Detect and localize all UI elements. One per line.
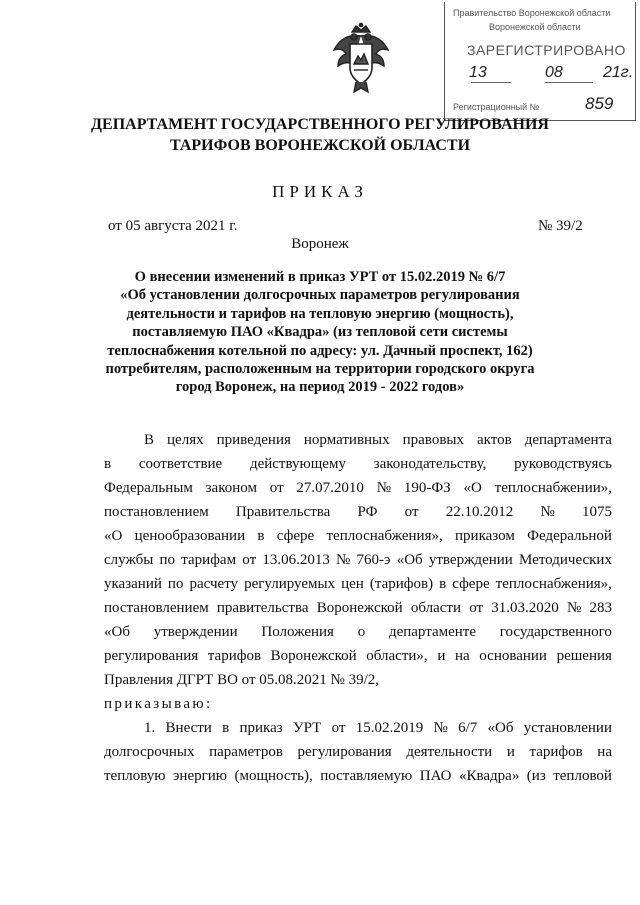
stamp-line-2: Воронежской области <box>489 22 581 32</box>
body-line <box>104 500 612 524</box>
word: Положения <box>261 624 334 640</box>
body-line <box>104 716 612 740</box>
body-line <box>104 548 612 572</box>
word: от <box>404 504 419 520</box>
word: действующему <box>249 456 346 472</box>
body-line <box>104 740 612 764</box>
word: Методических <box>519 552 612 568</box>
title-line: теплоснабжения котельной по адресу: ул. Дачный проспект, 162) <box>107 342 533 359</box>
word: по <box>159 552 176 568</box>
word: 22.10.2012 <box>445 504 514 520</box>
word: руководствуясь <box>514 456 612 472</box>
body-line-decree: приказываю: <box>104 696 213 712</box>
word: области», <box>366 648 428 664</box>
word: 1. <box>144 720 156 736</box>
word: № <box>540 504 555 520</box>
word: цен <box>341 576 364 592</box>
word: в <box>104 456 112 472</box>
word: тепловую <box>104 768 166 784</box>
word: 1075 <box>581 504 612 520</box>
word: расчету <box>189 576 239 592</box>
title-line: «Об установлении долгосрочных параметров регулирования <box>120 287 520 304</box>
body-line <box>104 764 612 788</box>
word: приказ <box>239 720 283 736</box>
word: теплоснабжения», <box>495 576 612 592</box>
word: № <box>336 552 351 568</box>
word: государственного <box>499 624 612 640</box>
word: правительства <box>216 600 309 616</box>
word: теплоснабжения», <box>326 528 443 544</box>
coat-of-arms-icon <box>330 22 392 98</box>
word: на <box>454 648 470 664</box>
word: тарифов <box>207 648 262 664</box>
word: долгосрочных <box>104 744 195 760</box>
word: «Об <box>104 624 130 640</box>
word: соответствие <box>138 456 223 472</box>
word: от <box>469 600 484 616</box>
word: 760-э <box>356 552 391 568</box>
word: о <box>357 624 366 640</box>
word: 6/7 <box>458 720 478 736</box>
word: установлении <box>523 720 612 736</box>
word: ценообразовании <box>134 528 246 544</box>
word: «Об <box>396 552 423 568</box>
word: деятельности <box>406 744 493 760</box>
word: (мощность), <box>234 768 313 784</box>
word: энергию <box>172 768 227 784</box>
body-line <box>104 620 612 644</box>
word: по <box>167 576 184 592</box>
body-line <box>104 452 612 476</box>
word: теплоснабжении», <box>494 480 612 496</box>
word: правовых <box>402 432 464 448</box>
word: регулирования <box>297 744 392 760</box>
stamp-registered: ЗАРЕГИСТРИРОВАНО <box>467 42 626 58</box>
word: Правительства <box>235 504 331 520</box>
department-name-line-2: ТАРИФОВ ВОРОНЕЖСКОЙ ОБЛАСТИ <box>169 137 471 154</box>
word: департамента <box>524 432 612 448</box>
word: В <box>144 432 155 448</box>
stamp-day: 13 <box>469 64 487 81</box>
word: 27.07.2010 <box>296 480 364 496</box>
word: Федеральным <box>104 480 193 496</box>
word: от <box>242 552 257 568</box>
word: от <box>331 720 346 736</box>
body-line <box>104 524 612 548</box>
word: постановлением <box>104 504 209 520</box>
word: Федеральной <box>527 528 612 544</box>
word: тарифов <box>529 744 583 760</box>
word: «Об <box>487 720 514 736</box>
body-line <box>104 572 612 596</box>
order-number: № 39/2 <box>538 218 583 234</box>
stamp-year: 21г. <box>603 64 634 81</box>
word: на <box>597 744 612 760</box>
word: «О <box>463 480 482 496</box>
word: «Квадра» <box>458 768 520 784</box>
document-type: ПРИКАЗ <box>272 182 368 201</box>
word: утверждении <box>153 624 238 640</box>
body-line <box>104 476 612 500</box>
word: в <box>257 528 265 544</box>
word: сфере <box>276 528 315 544</box>
order-title <box>0 268 640 397</box>
word: приказом <box>455 528 515 544</box>
word: службы <box>104 552 154 568</box>
word: параметров <box>209 744 283 760</box>
word: 13.06.2013 <box>262 552 330 568</box>
word: постановлением <box>104 600 209 616</box>
word: департаменте <box>388 624 477 640</box>
word: № <box>433 720 448 736</box>
body-line <box>104 644 612 668</box>
word: основании <box>479 648 547 664</box>
stamp-line-1: Правительство Воронежской области <box>453 8 611 18</box>
order-date: от 05 августа 2021 г. <box>108 218 238 234</box>
word: № <box>376 480 392 496</box>
body-line <box>104 596 612 620</box>
body-line <box>104 428 612 452</box>
word: ПАО <box>419 768 452 784</box>
word: 283 <box>589 600 612 616</box>
word: нормативных <box>303 432 390 448</box>
word: 15.02.2019 <box>355 720 424 736</box>
order-city: Воронеж <box>291 236 349 252</box>
stamp-reg-label: Регистрационный № <box>453 102 540 112</box>
word: сфере <box>452 576 490 592</box>
stamp-day-underline <box>471 82 511 83</box>
word: указаний <box>104 576 162 592</box>
title-line: О внесении изменений в приказ УРТ от 15.02.2019 № 6/7 <box>134 269 506 285</box>
word: в <box>222 720 230 736</box>
word: приведения <box>216 432 291 448</box>
title-line: потребителям, расположенным на территории городского округа <box>105 361 535 378</box>
word: тепловой <box>553 768 612 784</box>
body-line: Правления ДГРТ ВО от 05.08.2021 № 39/2, <box>104 672 379 688</box>
word: от <box>269 480 284 496</box>
word: решения <box>556 648 612 664</box>
stamp-month: 08 <box>545 64 563 81</box>
word: регулируемых <box>244 576 336 592</box>
word: регулирования <box>104 648 199 664</box>
word: (тарифов) <box>369 576 434 592</box>
department-name-line-1: ДЕПАРТАМЕНТ ГОСУДАРСТВЕННОГО РЕГУЛИРОВАНИЯ <box>91 116 549 133</box>
title-line: поставляемую ПАО «Квадра» (из тепловой сети системы <box>132 324 508 341</box>
word: (из <box>526 768 546 784</box>
word: законом <box>205 480 257 496</box>
word: Воронежской <box>316 600 403 616</box>
word: области <box>410 600 462 616</box>
stamp-reg-number: 859 <box>585 94 614 113</box>
word: утверждении <box>428 552 513 568</box>
order-body <box>104 428 612 788</box>
word: 31.03.2020 <box>491 600 559 616</box>
word: № <box>566 600 582 616</box>
word: Воронежской <box>270 648 357 664</box>
word: целях <box>167 432 204 448</box>
word: 190-ФЗ <box>403 480 451 496</box>
word: тарифам <box>181 552 237 568</box>
word: «О <box>104 528 123 544</box>
registration-stamp <box>444 2 636 121</box>
word: и <box>506 744 515 760</box>
title-line: город Воронеж, на период 2019 - 2022 годов» <box>175 379 465 396</box>
word: Внести <box>165 720 212 736</box>
word: УРТ <box>292 720 322 736</box>
word: и <box>437 648 446 664</box>
stamp-month-underline <box>545 82 593 83</box>
word: актов <box>477 432 512 448</box>
word: законодательству, <box>373 456 487 472</box>
word: в <box>439 576 447 592</box>
title-line: деятельности и тарифов на тепловую энергию (мощность), <box>126 305 514 322</box>
word: РФ <box>357 504 378 520</box>
word: поставляемую <box>320 768 413 784</box>
